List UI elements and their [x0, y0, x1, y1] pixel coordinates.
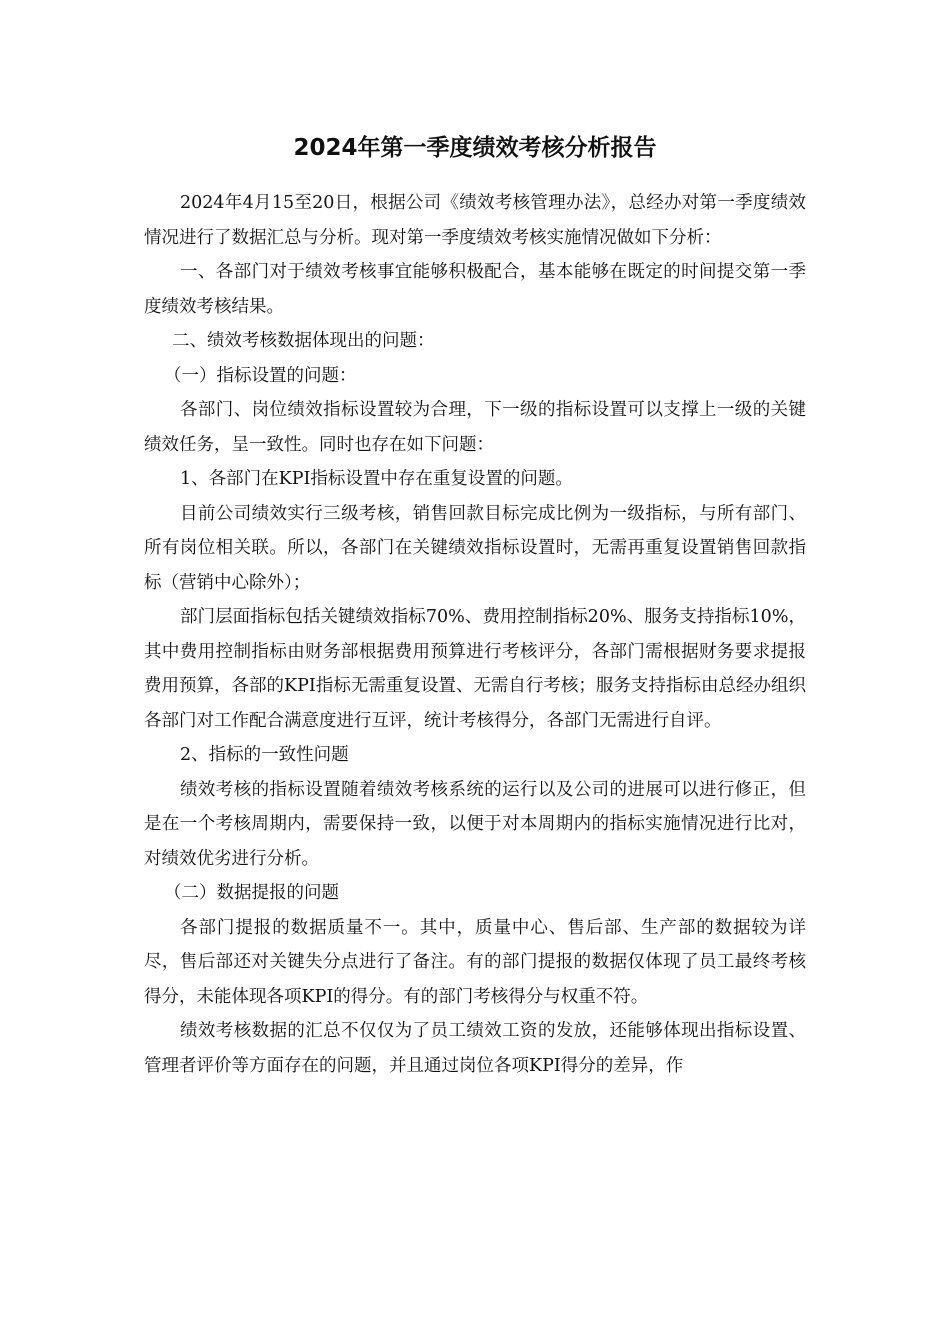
issue-two-paragraph: 绩效考核的指标设置随着绩效考核系统的运行以及公司的进展可以进行修正，但是在一个考核周期内，需要保持一致，以便于对本周期内的指标实施情况进行比对，对绩效优劣进行分析。 — [144, 779, 806, 869]
data-purpose-paragraph: 绩效考核数据的汇总不仅仅为了员工绩效工资的发放，还能够体现出指标设置、管理者评价等方面存在的问题，并且通过岗位各项KPI得分的差异，作 — [144, 1021, 806, 1076]
issue-one-paragraph-b: 部门层面指标包括关键绩效指标70%、费用控制指标20%、服务支持指标10%，其中费用控制指标由财务部根据费用预算进行考核评分，各部门需根据财务要求提报费用预算，各部的KPI指标无需重复设置、无需自行考核；服务支持指标由总经办组织各部门对工作配合满意度进行互评，统计考核得分，各部门无需进行自评。 — [144, 607, 806, 731]
data-quality-paragraph: 各部门提报的数据质量不一。其中，质量中心、售后部、生产部的数据较为详尽，售后部还对关键失分点进行了备注。有的部门提报的数据仅体现了员工最终考核得分，未能体现各项KPI的得分。有的部门考核得分与权重不符。 — [144, 917, 806, 1007]
issue-one-heading: 1、各部门在KPI指标设置中存在重复设置的问题。 — [180, 469, 573, 489]
section-two-heading: 二、绩效考核数据体现出的问题： — [172, 331, 435, 351]
document-body — [144, 186, 806, 1083]
section-one-paragraph: 一、各部门对于绩效考核事宜能够积极配合，基本能够在既定的时间提交第一季度绩效考核结果。 — [144, 262, 806, 317]
document-title: 2024年第一季度绩效考核分析报告 — [293, 135, 657, 161]
subsection-data-heading: （二）数据提报的问题 — [164, 883, 339, 903]
intro-paragraph: 2024年4月15至20日，根据公司《绩效考核管理办法》，总经办对第一季度绩效情况进行了数据汇总与分析。现对第一季度绩效考核实施情况做如下分析： — [144, 193, 806, 248]
issue-one-paragraph-a: 目前公司绩效实行三级考核，销售回款目标完成比例为一级指标，与所有部门、所有岗位相关联。所以，各部门在关键绩效指标设置时，无需再重复设置销售回款指标（营销中心除外）； — [144, 503, 806, 593]
indicator-overview-paragraph: 各部门、岗位绩效指标设置较为合理，下一级的指标设置可以支撑上一级的关键绩效任务，呈一致性。同时也存在如下问题： — [144, 400, 806, 455]
subsection-indicator-heading: （一）指标设置的问题： — [164, 365, 357, 386]
issue-two-heading: 2、指标的一致性问题 — [180, 745, 349, 765]
